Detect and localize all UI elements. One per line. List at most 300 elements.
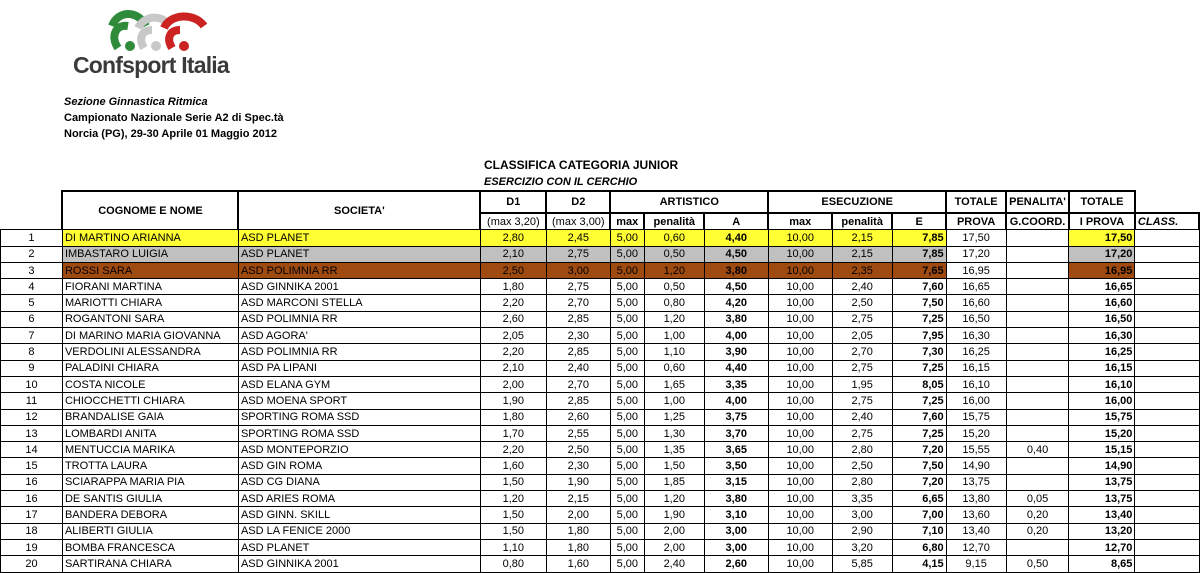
club-name: ASD GINNIKA 2001 [238,556,480,572]
final-score: 13,40 [1069,507,1135,523]
artistic-score: 4,40 [704,360,768,376]
execution-score: 6,80 [892,539,946,555]
final-score: 13,75 [1069,491,1135,507]
class-cell [1135,393,1199,409]
artistic-max: 5,00 [610,458,644,474]
club-name: ASD GINN. SKILL [238,507,480,523]
d2-score: 2,75 [546,246,610,262]
class-cell [1135,539,1199,555]
artistic-penalty: 0,50 [644,246,704,262]
execution-penalty: 2,75 [832,393,892,409]
athlete-name: FIORANI MARTINA [62,279,238,295]
coord-penalty [1006,311,1069,327]
artistic-penalty: 0,60 [644,230,704,246]
artistic-max: 5,00 [610,474,644,490]
table-row [1,295,1200,311]
artistic-max: 5,00 [610,556,644,572]
d1-score: 2,80 [480,230,546,246]
final-score: 16,30 [1069,328,1135,344]
final-score: 16,95 [1069,262,1135,278]
col-name-header: COGNOME E NOME [62,191,238,230]
artistic-penalty: 1,00 [644,328,704,344]
club-name: ASD ARIES ROMA [238,491,480,507]
artistic-penalty: 1,90 [644,507,704,523]
final-score: 13,20 [1069,523,1135,539]
table-row [1,442,1200,458]
execution-max: 10,00 [768,246,832,262]
d1-score: 1,50 [480,474,546,490]
final-score: 16,15 [1069,360,1135,376]
rank: 16 [1,474,63,490]
ranking-title: CLASSIFICA CATEGORIA JUNIOR [484,158,679,172]
artistic-max: 5,00 [610,409,644,425]
artistic-max: 5,00 [610,279,644,295]
rank: 15 [1,458,63,474]
artistic-score: 4,50 [704,279,768,295]
total-score: 16,10 [946,376,1006,392]
execution-penalty: 3,20 [832,539,892,555]
rank: 12 [1,409,63,425]
execution-penalty: 2,40 [832,409,892,425]
execution-max: 10,00 [768,279,832,295]
execution-penalty: 2,75 [832,425,892,441]
athlete-name: SARTIRANA CHIARA [62,556,238,572]
execution-score: 7,60 [892,409,946,425]
d2-score: 2,30 [546,328,610,344]
coord-penalty [1006,262,1069,278]
col-class: CLASS. [1135,213,1199,230]
execution-max: 10,00 [768,311,832,327]
coord-penalty [1006,393,1069,409]
ranking-table [0,190,1200,573]
coord-penalty [1006,344,1069,360]
artistic-max: 5,00 [610,328,644,344]
final-score: 16,50 [1069,311,1135,327]
artistic-penalty: 1,10 [644,344,704,360]
artistic-penalty: 2,40 [644,556,704,572]
total-score: 9,15 [946,556,1006,572]
execution-max: 10,00 [768,360,832,376]
table-row [1,491,1200,507]
artistic-penalty: 1,35 [644,442,704,458]
class-cell [1135,246,1199,262]
execution-penalty: 2,75 [832,311,892,327]
artistic-max: 5,00 [610,425,644,441]
club-name: ASD AGORA' [238,328,480,344]
class-cell [1135,295,1199,311]
artistic-max: 5,00 [610,539,644,555]
club-name: ASD PLANET [238,246,480,262]
d1-score: 1,70 [480,425,546,441]
athlete-name: BRANDALISE GAIA [62,409,238,425]
d2-score: 1,60 [546,556,610,572]
execution-score: 7,95 [892,328,946,344]
class-cell [1135,279,1199,295]
club-name: ASD GINNIKA 2001 [238,279,480,295]
artistic-max: 5,00 [610,507,644,523]
coord-penalty [1006,295,1069,311]
d1-score: 0,80 [480,556,546,572]
d2-score: 2,50 [546,442,610,458]
execution-score: 7,65 [892,262,946,278]
d2-score: 2,40 [546,360,610,376]
coord-penalty: 0,50 [1006,556,1069,572]
total-score: 16,50 [946,311,1006,327]
execution-penalty: 2,15 [832,246,892,262]
execution-max: 10,00 [768,442,832,458]
confsport-logo [70,8,270,78]
execution-max: 10,00 [768,295,832,311]
rank: 19 [1,539,63,555]
artistic-score: 3,65 [704,442,768,458]
class-cell [1135,376,1199,392]
artistic-max: 5,00 [610,246,644,262]
d2-score: 3,00 [546,262,610,278]
d1-score: 1,50 [480,523,546,539]
artistic-score: 3,90 [704,344,768,360]
total-score: 16,15 [946,360,1006,376]
class-cell [1135,458,1199,474]
table-row [1,344,1200,360]
artistic-score: 4,20 [704,295,768,311]
athlete-name: MENTUCCIA MARIKA [62,442,238,458]
rank: 4 [1,279,63,295]
coord-penalty: 0,05 [1006,491,1069,507]
artistic-penalty: 0,60 [644,360,704,376]
execution-max: 10,00 [768,507,832,523]
execution-penalty: 3,35 [832,491,892,507]
execution-score: 7,50 [892,458,946,474]
athlete-name: ALIBERTI GIULIA [62,523,238,539]
class-cell [1135,491,1199,507]
col-artistic-max: max [610,213,644,230]
artistic-max: 5,00 [610,360,644,376]
athlete-name: BOMBA FRANCESCA [62,539,238,555]
col-execution-header: ESECUZIONE [768,191,946,213]
execution-score: 7,60 [892,279,946,295]
rank: 18 [1,523,63,539]
class-cell [1135,507,1199,523]
artistic-score: 3,70 [704,425,768,441]
execution-score: 7,30 [892,344,946,360]
d2-score: 2,45 [546,230,610,246]
artistic-score: 3,50 [704,458,768,474]
execution-score: 7,85 [892,230,946,246]
athlete-name: DI MARINO MARIA GIOVANNA [62,328,238,344]
col-final-sub: I PROVA [1069,213,1135,230]
final-score: 16,00 [1069,393,1135,409]
artistic-penalty: 1,20 [644,311,704,327]
artistic-score: 4,00 [704,393,768,409]
d2-score: 2,85 [546,393,610,409]
coord-penalty [1006,230,1069,246]
execution-penalty: 2,80 [832,442,892,458]
table-row [1,458,1200,474]
d1-score: 1,20 [480,491,546,507]
total-score: 16,00 [946,393,1006,409]
execution-score: 7,25 [892,311,946,327]
table-row [1,393,1200,409]
table-row [1,474,1200,490]
athlete-name: IMBASTARO LUIGIA [62,246,238,262]
club-name: SPORTING ROMA SSD [238,425,480,441]
execution-penalty: 2,40 [832,279,892,295]
execution-score: 6,65 [892,491,946,507]
d2-score: 2,55 [546,425,610,441]
col-execution-penalty: penalità [832,213,892,230]
col-club-header: SOCIETA' [238,191,480,230]
artistic-max: 5,00 [610,523,644,539]
d1-score: 2,10 [480,246,546,262]
athlete-name: COSTA NICOLE [62,376,238,392]
col-artistic-penalty: penalità [644,213,704,230]
d1-score: 2,05 [480,328,546,344]
execution-score: 7,85 [892,246,946,262]
d2-score: 2,00 [546,507,610,523]
coord-penalty [1006,539,1069,555]
execution-score: 7,25 [892,360,946,376]
artistic-penalty: 2,00 [644,539,704,555]
rank: 3 [1,262,63,278]
rank: 5 [1,295,63,311]
d2-score: 2,85 [546,311,610,327]
execution-score: 8,05 [892,376,946,392]
artistic-score: 3,15 [704,474,768,490]
col-penalty-sub: G.COORD. [1006,213,1069,230]
athlete-name: LOMBARDI ANITA [62,425,238,441]
execution-score: 7,25 [892,393,946,409]
execution-max: 10,00 [768,491,832,507]
final-score: 16,25 [1069,344,1135,360]
d2-score: 2,15 [546,491,610,507]
athlete-name: TROTTA LAURA [62,458,238,474]
execution-max: 10,00 [768,376,832,392]
table-row [1,246,1200,262]
col-d2-max: (max 3,00) [546,213,610,230]
table-row [1,230,1200,246]
execution-max: 10,00 [768,262,832,278]
club-name: ASD POLIMNIA RR [238,344,480,360]
rank: 13 [1,425,63,441]
club-name: ASD POLIMNIA RR [238,262,480,278]
execution-score: 7,10 [892,523,946,539]
execution-penalty: 2,50 [832,458,892,474]
artistic-penalty: 1,30 [644,425,704,441]
total-score: 15,20 [946,425,1006,441]
execution-penalty: 2,70 [832,344,892,360]
execution-score: 4,15 [892,556,946,572]
execution-max: 10,00 [768,328,832,344]
execution-penalty: 2,75 [832,360,892,376]
coord-penalty [1006,376,1069,392]
rank: 9 [1,360,63,376]
class-cell [1135,262,1199,278]
total-score: 13,40 [946,523,1006,539]
brand-name: Confsport Italia [73,52,229,78]
coord-penalty [1006,279,1069,295]
rank: 8 [1,344,63,360]
execution-penalty: 3,00 [832,507,892,523]
class-cell [1135,556,1199,572]
d1-score: 2,50 [480,262,546,278]
artistic-score: 3,75 [704,409,768,425]
artistic-max: 5,00 [610,262,644,278]
athlete-name: PALADINI CHIARA [62,360,238,376]
artistic-penalty: 2,00 [644,523,704,539]
col-d1-header: D1 [480,191,546,213]
execution-score: 7,25 [892,425,946,441]
athlete-name: VERDOLINI ALESSANDRA [62,344,238,360]
d2-score: 2,60 [546,409,610,425]
athlete-name: ROGANTONI SARA [62,311,238,327]
artistic-score: 2,60 [704,556,768,572]
artistic-score: 4,00 [704,328,768,344]
artistic-score: 4,50 [704,246,768,262]
d1-score: 1,80 [480,409,546,425]
artistic-score: 3,00 [704,523,768,539]
club-name: ASD PLANET [238,230,480,246]
class-cell [1135,344,1199,360]
d1-score: 1,80 [480,279,546,295]
total-score: 16,95 [946,262,1006,278]
execution-max: 10,00 [768,539,832,555]
class-cell [1135,311,1199,327]
total-score: 12,70 [946,539,1006,555]
event-info [64,94,284,142]
class-cell [1135,523,1199,539]
d2-score: 2,75 [546,279,610,295]
club-name: ASD GIN ROMA [238,458,480,474]
col-total-header: TOTALE [946,191,1006,213]
artistic-max: 5,00 [610,491,644,507]
final-score: 16,65 [1069,279,1135,295]
artistic-penalty: 1,00 [644,393,704,409]
rank: 1 [1,230,63,246]
execution-penalty: 2,35 [832,262,892,278]
ranking-rows [1,230,1200,572]
club-name: ASD POLIMNIA RR [238,311,480,327]
final-score: 12,70 [1069,539,1135,555]
execution-penalty: 2,05 [832,328,892,344]
execution-score: 7,00 [892,507,946,523]
final-score: 17,50 [1069,230,1135,246]
table-row [1,376,1200,392]
table-row [1,507,1200,523]
class-cell [1135,474,1199,490]
table-row [1,425,1200,441]
coord-penalty [1006,458,1069,474]
total-score: 13,60 [946,507,1006,523]
d2-score: 2,85 [546,344,610,360]
athlete-name: ROSSI SARA [62,262,238,278]
execution-max: 10,00 [768,230,832,246]
col-a: A [704,213,768,230]
d2-score: 1,80 [546,523,610,539]
d1-score: 2,00 [480,376,546,392]
d1-score: 1,50 [480,507,546,523]
class-cell [1135,442,1199,458]
execution-penalty: 2,90 [832,523,892,539]
total-score: 15,55 [946,442,1006,458]
execution-max: 10,00 [768,523,832,539]
table-row [1,311,1200,327]
athlete-name: DI MARTINO ARIANNA [62,230,238,246]
exercise-subtitle: ESERCIZIO CON IL CERCHIO [484,176,638,188]
artistic-max: 5,00 [610,344,644,360]
artistic-score: 3,35 [704,376,768,392]
table-row [1,328,1200,344]
coord-penalty [1006,328,1069,344]
artistic-max: 5,00 [610,393,644,409]
final-score: 8,65 [1069,556,1135,572]
coord-penalty [1006,246,1069,262]
artistic-score: 3,80 [704,262,768,278]
club-name: ASD MARCONI STELLA [238,295,480,311]
table-row [1,409,1200,425]
artistic-max: 5,00 [610,442,644,458]
artistic-penalty: 0,80 [644,295,704,311]
execution-max: 10,00 [768,393,832,409]
col-final-header: TOTALE [1069,191,1135,213]
artistic-penalty: 1,65 [644,376,704,392]
total-score: 13,80 [946,491,1006,507]
artistic-score: 3,80 [704,311,768,327]
execution-max: 10,00 [768,425,832,441]
final-score: 16,10 [1069,376,1135,392]
rank: 14 [1,442,63,458]
rank: 11 [1,393,63,409]
d1-score: 1,10 [480,539,546,555]
final-score: 15,15 [1069,442,1135,458]
execution-max: 10,00 [768,409,832,425]
class-cell [1135,425,1199,441]
artistic-max: 5,00 [610,295,644,311]
coord-penalty [1006,474,1069,490]
final-score: 14,90 [1069,458,1135,474]
rank: 17 [1,507,63,523]
execution-score: 7,50 [892,295,946,311]
final-score: 16,60 [1069,295,1135,311]
rank: 6 [1,311,63,327]
d1-score: 1,60 [480,458,546,474]
rank: 20 [1,556,63,572]
coord-penalty: 0,20 [1006,523,1069,539]
execution-penalty: 5,85 [832,556,892,572]
table-row [1,279,1200,295]
rank: 2 [1,246,63,262]
d1-score: 1,90 [480,393,546,409]
event-venue: Norcia (PG), 29-30 Aprile 01 Maggio 2012 [64,128,277,140]
artistic-penalty: 0,50 [644,279,704,295]
athlete-name: DE SANTIS GIULIA [62,491,238,507]
artistic-score: 3,00 [704,539,768,555]
club-name: ASD MOENA SPORT [238,393,480,409]
col-execution-max: max [768,213,832,230]
class-cell [1135,230,1199,246]
col-total-sub: PROVA [946,213,1006,230]
d1-score: 2,20 [480,344,546,360]
col-penalty-header: PENALITA' [1006,191,1069,213]
col-d2-header: D2 [546,191,610,213]
final-score: 17,20 [1069,246,1135,262]
execution-penalty: 2,80 [832,474,892,490]
total-score: 16,25 [946,344,1006,360]
final-score: 13,75 [1069,474,1135,490]
execution-max: 10,00 [768,344,832,360]
execution-penalty: 2,15 [832,230,892,246]
total-score: 15,75 [946,409,1006,425]
class-cell [1135,409,1199,425]
